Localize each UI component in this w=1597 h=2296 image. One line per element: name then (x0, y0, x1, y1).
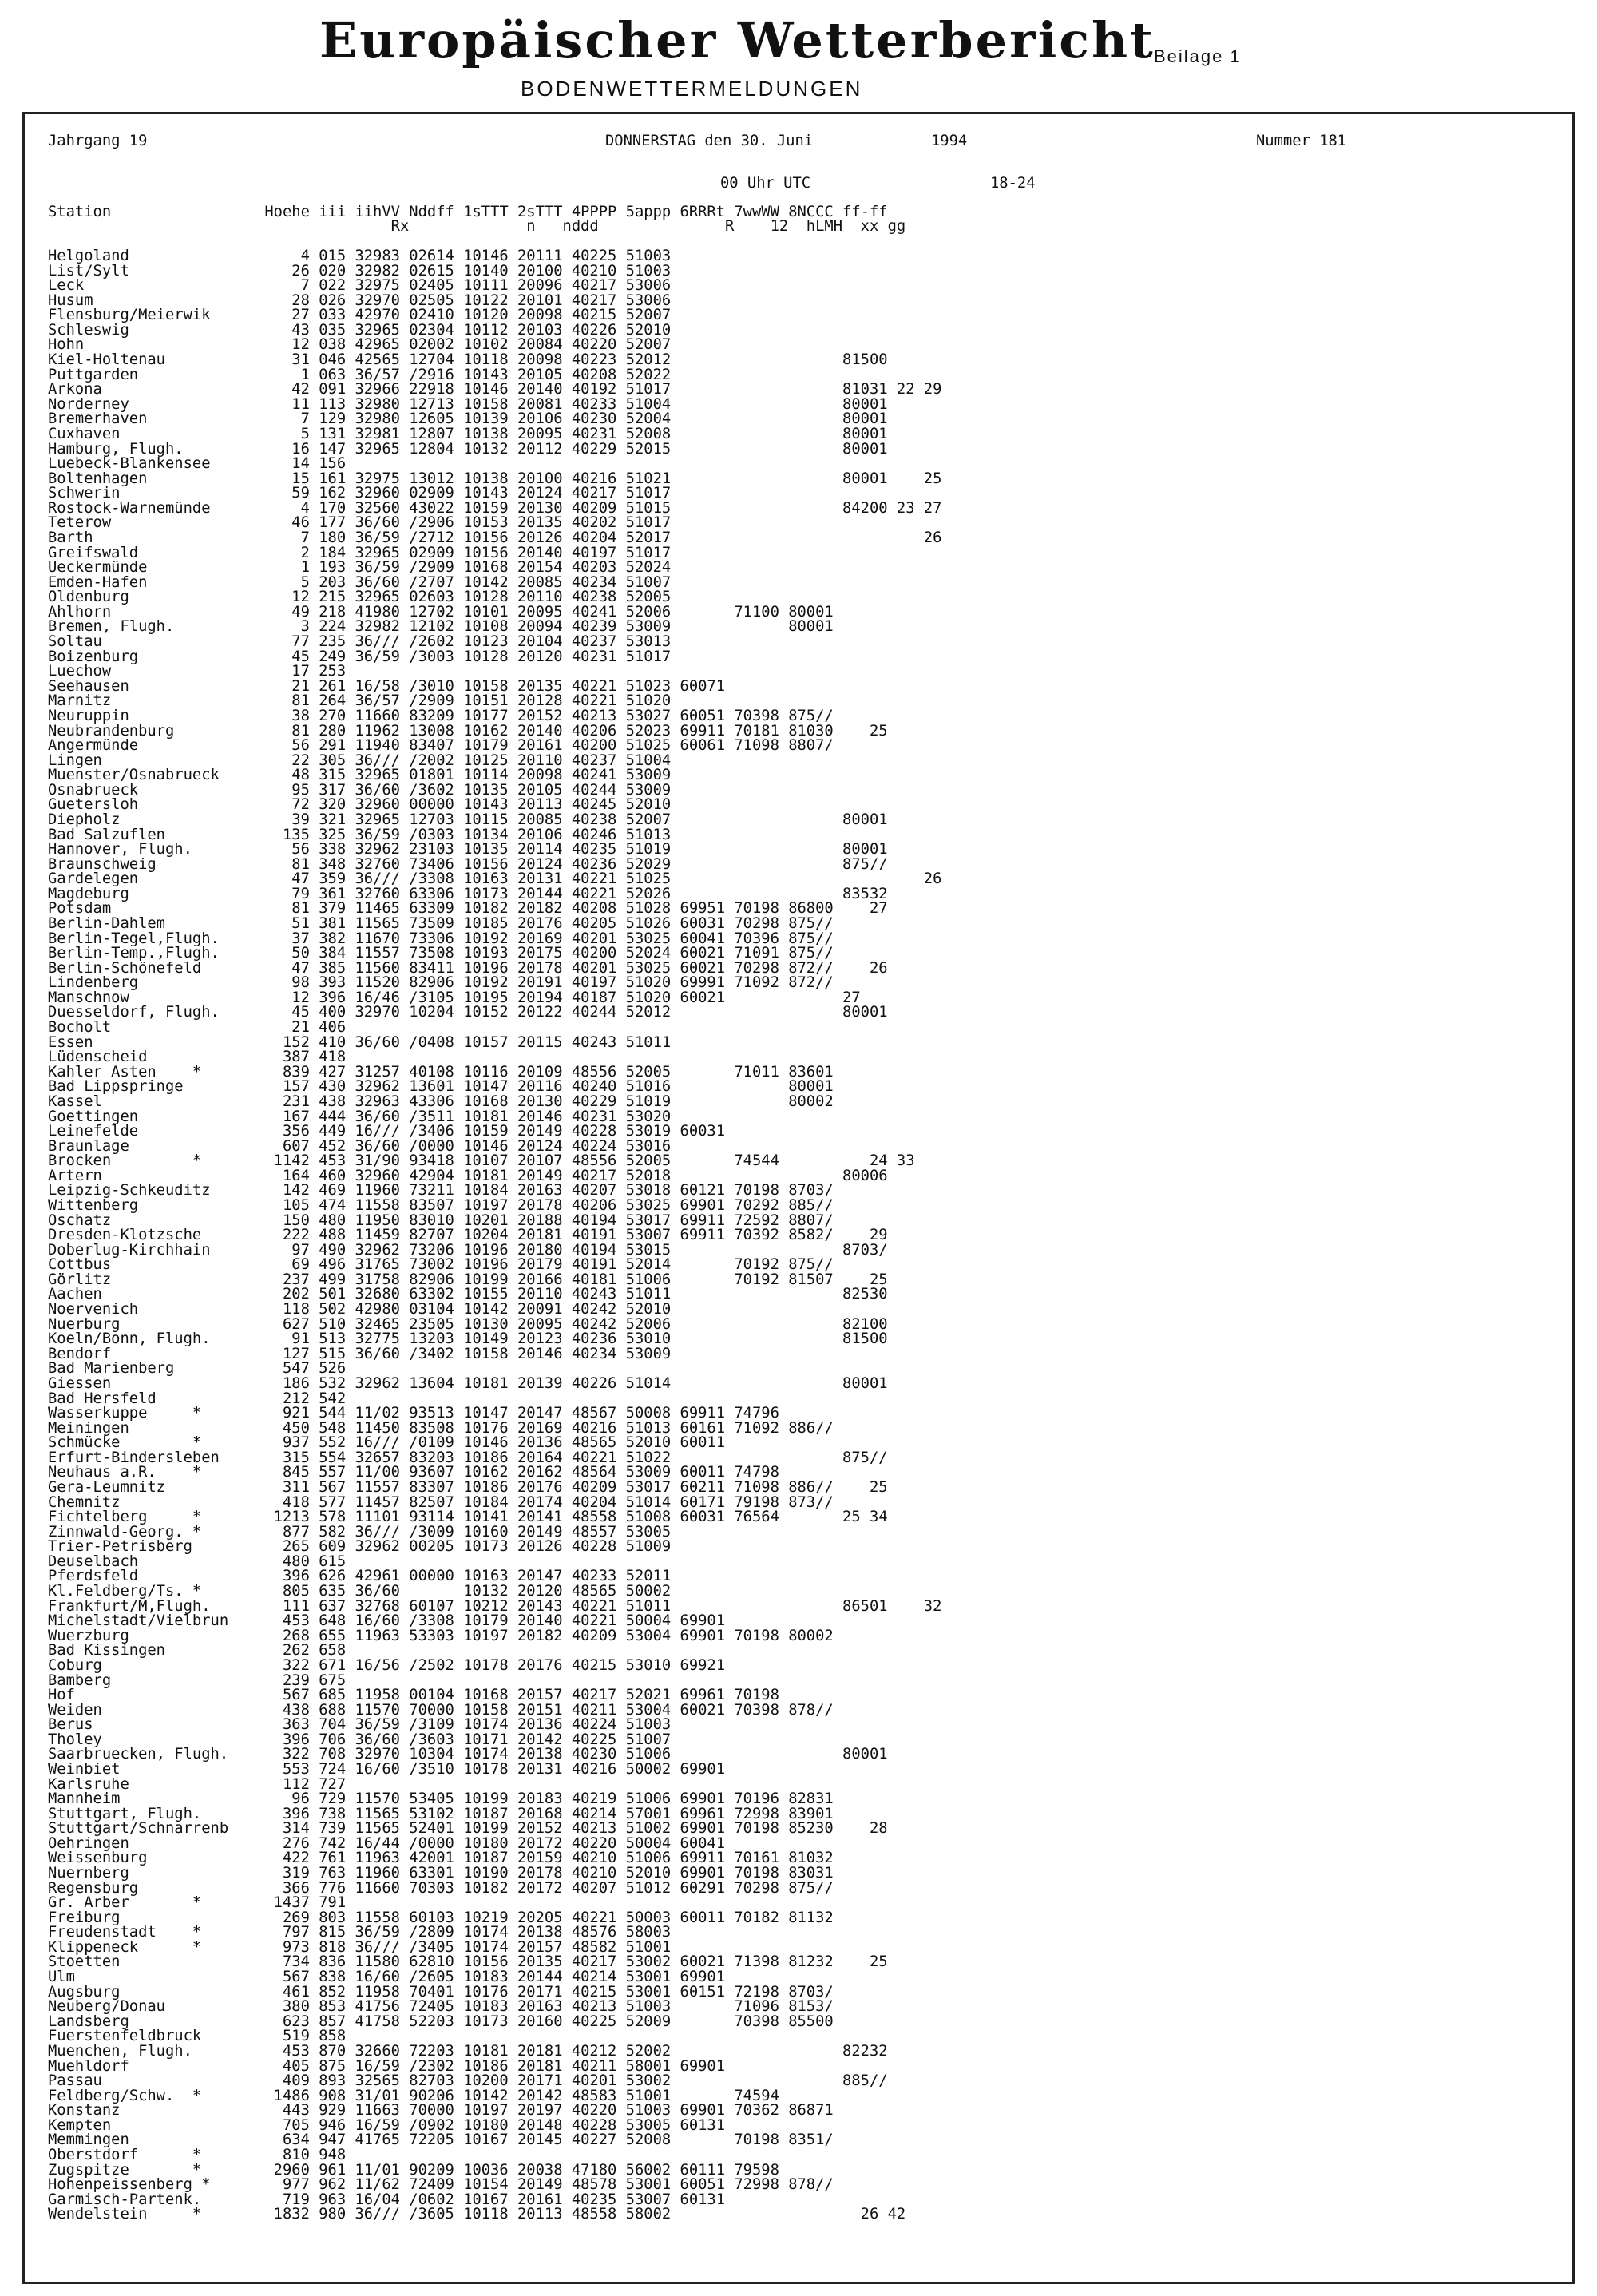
table-header-line-2: Rx n nddd R 12 hLMH xx gg (48, 218, 906, 235)
station-row: Hohn 12 038 42965 02002 10102 20084 40220 52007 (48, 336, 672, 354)
station-row: Frankfurt/M,Flugh. 111 637 32768 60107 10212 20143 40221 51011 86501 32 (48, 1597, 942, 1615)
station-row: Dresden-Klotzsche 222 488 11459 82707 10204 20181 40191 53007 69911 70392 8582/ 29 (48, 1227, 888, 1244)
page-title: Europäischer Wetterbericht (319, 11, 1155, 69)
station-row: Bad Hersfeld 212 542 (48, 1390, 347, 1407)
station-row: Passau 409 893 32565 82703 10200 20171 40201 53002 885// (48, 2072, 888, 2090)
station-row: Boltenhagen 15 161 32975 13012 10138 20100 40216 51021 80001 25 (48, 470, 942, 487)
station-row: Koeln/Bonn, Flugh. 91 513 32775 13203 10149 20123 40236 53010 81500 (48, 1330, 888, 1348)
station-row: Neubrandenburg 81 280 11962 13008 10162 20140 40206 52023 69911 70181 81030 25 (48, 722, 888, 740)
issue-number: Nummer 181 (1256, 133, 1347, 149)
station-row: Chemnitz 418 577 11457 82507 10184 20174 40204 51014 60171 79198 873// (48, 1493, 834, 1511)
page-subtitle: BODENWETTERMELDUNGEN (521, 77, 863, 101)
station-row: Trier-Petrisberg 265 609 32962 00205 10173 20126 40228 51009 (48, 1538, 672, 1556)
station-row: Oehringen 276 742 16/44 /0000 10180 20172 40220 50004 60041 (48, 1834, 726, 1852)
station-row: Gardelegen 47 359 36/// /3308 10163 20131 40221 51025 26 (48, 870, 942, 888)
station-row: Boizenburg 45 249 36/59 /3003 10128 20120 40231 51017 (48, 648, 672, 665)
station-row: Husum 28 026 32970 02505 10122 20101 40217 53006 (48, 291, 672, 309)
station-row: Cottbus 69 496 31765 73002 10196 20179 40191 52014 70192 875// (48, 1256, 834, 1274)
station-row: Mannheim 96 729 11570 53405 10199 20183 40219 51006 69901 70196 82831 (48, 1790, 834, 1808)
supplement-label: Beilage 1 (1154, 46, 1242, 66)
station-row: Berlin-Schönefeld 47 385 11560 83411 10196 20178 40201 53025 60021 70298 872// 26 (48, 959, 888, 977)
station-row: Barth 7 180 36/59 /2712 10156 20126 40204 52017 26 (48, 529, 942, 546)
station-row: Memmingen 634 947 41765 72205 10167 20145 40227 52008 70198 8351/ (48, 2131, 834, 2149)
station-row: Berus 363 704 36/59 /3109 10174 20136 40224 51003 (48, 1716, 672, 1734)
station-row: Helgoland 4 015 32983 02614 10146 20111 40225 51003 (48, 248, 672, 264)
station-row: Brocken * 1142 453 31/90 93418 10107 20107 48556 52005 74544 24 33 (48, 1152, 915, 1170)
station-row: Luebeck-Blankensee 14 156 (48, 455, 347, 473)
station-row: Kassel 231 438 32963 43306 10168 20130 40229 51019 80002 (48, 1092, 834, 1110)
station-row: Kl.Feldberg/Ts. * 805 635 36/60 10132 20120 48565 50002 (48, 1583, 672, 1600)
station-row: Cuxhaven 5 131 32981 12807 10138 20095 40231 52008 80001 (48, 425, 888, 442)
station-row: Wendelstein * 1832 980 36/// /3605 10118 20113 48558 58002 26 42 (48, 2206, 906, 2223)
station-row: Leck 7 022 32975 02405 10111 20096 40217 53006 (48, 277, 672, 295)
station-row: Ueckermünde 1 193 36/59 /2909 10168 20154 40203 52024 (48, 559, 672, 577)
station-row: Zugspitze * 2960 961 11/01 90209 10036 20038 47180 56002 60111 79598 (48, 2161, 779, 2179)
station-row: Bad Lippspringe 157 430 32962 13601 10147 20116 40240 51016 80001 (48, 1078, 834, 1096)
station-row: Lindenberg 98 393 11520 82906 10192 20191 40197 51020 69991 71092 872// (48, 974, 834, 992)
station-row: Zinnwald-Georg. * 877 582 36/// /3009 10160 20149 48557 53005 (48, 1523, 672, 1541)
station-row: Luechow 17 253 (48, 663, 347, 680)
station-row: Nuernberg 319 763 11960 63301 10190 20178 40210 52010 69901 70198 83031 (48, 1865, 834, 1882)
station-row: Neuhaus a.R. * 845 557 11/00 93607 10162 20162 48564 53009 60011 74798 (48, 1464, 779, 1481)
station-row: Duesseldorf, Flugh. 45 400 32970 10204 10152 20122 40244 52012 80001 (48, 1004, 888, 1021)
station-row: Kiel-Holtenau 31 046 42565 12704 10118 20098 40223 52012 81500 (48, 351, 888, 369)
station-row: Giessen 186 532 32962 13604 10181 20139 40226 51014 80001 (48, 1374, 888, 1392)
station-row: Guetersloh 72 320 32960 00000 10143 20113 40245 52010 (48, 796, 672, 814)
station-row: Essen 152 410 36/60 /0408 10157 20115 40243 51011 (48, 1033, 672, 1051)
station-row: Bremen, Flugh. 3 224 32982 12102 10108 20094 40239 53009 80001 (48, 618, 834, 636)
station-row: Weiden 438 688 11570 70000 10158 20151 40211 53004 60021 70398 878// (48, 1701, 834, 1719)
station-row: Leipzig-Schkeuditz 142 469 11960 73211 10184 20163 40207 53018 60121 70198 8703/ (48, 1182, 834, 1200)
station-row: Weinbiet 553 724 16/60 /3510 10178 20131 40216 50002 69901 (48, 1760, 726, 1778)
station-row: Stuttgart/Schnarrenb 314 739 11565 52401 10199 20152 40213 51002 69901 70198 85230 28 (48, 1820, 888, 1838)
station-row: Deuselbach 480 615 (48, 1552, 347, 1570)
station-row: Aachen 202 501 32680 63302 10155 20110 40243 51011 82530 (48, 1286, 888, 1303)
station-row: Rostock-Warnemünde 4 170 32560 43022 10159 20130 40209 51015 84200 23 27 (48, 499, 942, 517)
volume-label: Jahrgang 19 (48, 133, 148, 149)
station-row: Muehldorf 405 875 16/59 /2302 10186 20181 40211 58001 69901 (48, 2057, 726, 2075)
station-row: Bad Salzuflen 135 325 36/59 /0303 10134 20106 40246 51013 (48, 826, 672, 843)
station-row: Weissenburg 422 761 11963 42001 10187 20159 40210 51006 69911 70161 81032 (48, 1850, 834, 1867)
station-row: Goettingen 167 444 36/60 /3511 10181 20146 40231 53020 (48, 1108, 672, 1125)
station-row: Osnabrueck 95 317 36/60 /3602 10135 20105 40244 53009 (48, 781, 672, 799)
station-row: Berlin-Tegel,Flugh. 37 382 11670 73306 10192 20169 40201 53025 60041 70396 875// (48, 930, 834, 947)
station-row: Görlitz 237 499 31758 82906 10199 20166 40181 51006 70192 81507 25 (48, 1271, 888, 1288)
station-row: Arkona 42 091 32966 22918 10146 20140 40192 51017 81031 22 29 (48, 381, 942, 399)
station-row: Norderney 11 113 32980 12713 10158 20081 40233 51004 80001 (48, 395, 888, 413)
station-row: Gera-Leumnitz 311 567 11557 83307 10186 20176 40209 53017 60211 71098 886// 25 (48, 1478, 888, 1496)
station-row: Muenster/Osnabrueck 48 315 32965 01801 10114 20098 40241 53009 (48, 767, 672, 784)
station-row: Diepholz 39 321 32965 12703 10115 20085 40238 52007 80001 (48, 811, 888, 828)
station-table (48, 249, 941, 2223)
observation-time: 00 Uhr UTC (720, 175, 811, 192)
station-row: Leinefelde 356 449 16/// /3406 10159 20149 40228 53019 60031 (48, 1123, 726, 1140)
station-row: Augsburg 461 852 11958 70401 10176 20171 40215 53001 60151 72198 8703/ (48, 1983, 834, 2001)
station-row: Flensburg/Meierwik 27 033 42970 02410 10120 20098 40215 52007 (48, 307, 672, 324)
station-row: Fichtelberg * 1213 578 11101 93114 10141 20141 48558 51008 60031 76564 25 34 (48, 1509, 888, 1526)
station-row: Bendorf 127 515 36/60 /3402 10158 20146 40234 53009 (48, 1345, 672, 1362)
station-row: Ahlhorn 49 218 41980 12702 10101 20095 40241 52006 71100 80001 (48, 603, 834, 621)
station-row: Landsberg 623 857 41758 52203 10173 20160 40225 52009 70398 85500 (48, 2012, 834, 2030)
station-row: Oberstdorf * 810 948 (48, 2147, 347, 2163)
station-row: Angermünde 56 291 11940 83407 10179 20161 40200 51025 60061 71098 8807/ (48, 737, 834, 755)
station-row: Berlin-Dahlem 51 381 11565 73509 10185 20176 40205 51026 60031 70298 875// (48, 915, 834, 933)
station-row: Noervenich 118 502 42980 03104 10142 20091 40242 52010 (48, 1301, 672, 1319)
station-row: Coburg 322 671 16/56 /2502 10178 20176 40215 53010 69921 (48, 1656, 726, 1674)
station-row: Seehausen 21 261 16/58 /3010 10158 20135 40221 51023 60071 (48, 677, 726, 695)
station-row: Hof 567 685 11958 00104 10168 20157 40217 52021 69961 70198 (48, 1687, 779, 1704)
station-row: Bremerhaven 7 129 32980 12605 10139 20106 40230 52004 80001 (48, 410, 888, 428)
station-row: Schleswig 43 035 32965 02304 10112 20103 40226 52010 (48, 321, 672, 339)
station-row: Doberlug-Kirchhain 97 490 32962 73206 10196 20180 40194 53015 8703/ (48, 1241, 888, 1259)
station-row: Manschnow 12 396 16/46 /3105 10195 20194 40187 51020 60021 27 (48, 989, 861, 1006)
report-year: 1994 (931, 133, 968, 149)
station-row: Feldberg/Schw. * 1486 908 31/01 90206 10142 20142 48583 51001 74594 (48, 2087, 779, 2104)
station-row: Braunlage 607 452 36/60 /0000 10146 20124 40224 53016 (48, 1137, 672, 1155)
station-row: Soltau 77 235 36/// /2602 10123 20104 40237 53013 (48, 633, 672, 651)
station-row: Teterow 46 177 36/60 /2906 10153 20135 40202 51017 (48, 514, 672, 532)
station-row: Marnitz 81 264 36/57 /2909 10151 20128 40221 51020 (48, 692, 672, 710)
station-row: Bocholt 21 406 (48, 1019, 347, 1037)
station-row: Konstanz 443 929 11663 70000 10197 20197 40220 51003 69901 70362 86871 (48, 2102, 834, 2120)
station-row: Stuttgart, Flugh. 396 738 11565 53102 10187 20168 40214 57001 69961 72998 83901 (48, 1805, 834, 1822)
station-row: Garmisch-Partenk. 719 963 16/04 /0602 10167 20161 40235 53007 60131 (48, 2191, 726, 2208)
station-row: Freudenstadt * 797 815 36/59 /2809 10174 20138 48576 58003 (48, 1924, 672, 1941)
station-row: Berlin-Temp.,Flugh. 50 384 11557 73508 10193 20175 40200 52024 60021 71091 875// (48, 945, 834, 962)
station-row: Fuerstenfeldbruck 519 858 (48, 2028, 347, 2045)
station-row: Potsdam 81 379 11465 63309 10182 20182 40208 51028 69951 70198 86800 27 (48, 900, 888, 918)
station-row: Meiningen 450 548 11450 83508 10176 20169 40216 51013 60161 71092 886// (48, 1419, 834, 1437)
station-row: Oschatz 150 480 11950 83010 10201 20188 40194 53017 69911 72592 8807/ (48, 1211, 834, 1229)
station-row: Pferdsfeld 396 626 42961 00000 10163 20147 40233 52011 (48, 1568, 672, 1585)
station-row: Karlsruhe 112 727 (48, 1775, 347, 1793)
station-row: Wuerzburg 268 655 11963 53303 10197 20182 40209 53004 69901 70198 80002 (48, 1627, 834, 1644)
station-row: Wittenberg 105 474 11558 83507 10197 20178 40206 53025 69901 70292 885// (48, 1197, 834, 1214)
station-row: Neuberg/Donau 380 853 41756 72405 10183 20163 40213 51003 71096 8153/ (48, 1998, 834, 2016)
station-row: Michelstadt/Vielbrun 453 648 16/60 /3308 10179 20140 40221 50004 69901 (48, 1612, 726, 1630)
station-row: Kahler Asten * 839 427 31257 40108 10116 20109 48556 52005 71011 83601 (48, 1063, 834, 1081)
station-row: Puttgarden 1 063 36/57 /2916 10143 20105 40208 52022 (48, 366, 672, 383)
station-row: Bad Marienberg 547 526 (48, 1360, 347, 1378)
station-row: Regensburg 366 776 11660 70303 10182 20172 40207 51012 60291 70298 875// (48, 1879, 834, 1897)
station-row: Freiburg 269 803 11558 60103 10219 20205 40221 50003 60011 70182 81132 (48, 1909, 834, 1926)
station-row: List/Sylt 26 020 32982 02615 10140 20100 40210 51003 (48, 262, 672, 280)
station-row: Ulm 567 838 16/60 /2605 10183 20144 40214 53001 69901 (48, 1969, 726, 1986)
station-row: Oldenburg 12 215 32965 02603 10128 20110 40238 52005 (48, 589, 672, 606)
station-row: Bad Kissingen 262 658 (48, 1642, 347, 1660)
station-row: Muenchen, Flugh. 453 870 32660 72203 10181 20181 40212 52002 82232 (48, 2042, 888, 2060)
station-row: Hamburg, Flugh. 16 147 32965 12804 10132 20112 40229 52015 80001 (48, 440, 888, 458)
station-row: Magdeburg 79 361 32760 63306 10173 20144 40221 52026 83532 (48, 885, 888, 902)
table-header-line-1: Station Hoehe iii iihVV Nddff 1sTTT 2sTTT 4PPPP 5appp 6RRRt 7wwWW 8NCCC ff-ff (48, 204, 888, 220)
station-row: Emden-Hafen 5 203 36/60 /2707 10142 20085 40234 51007 (48, 573, 672, 591)
station-row: Gr. Arber * 1437 791 (48, 1894, 347, 1912)
station-row: Saarbruecken, Flugh. 322 708 32970 10304 10174 20138 40230 51006 80001 (48, 1746, 888, 1763)
period-18-24: 18-24 (990, 175, 1036, 192)
station-row: Bamberg 239 675 (48, 1671, 347, 1689)
station-row: Neuruppin 38 270 11660 83209 10177 20152 40213 53027 60051 70398 875// (48, 707, 834, 724)
station-row: Klippeneck * 973 818 36/// /3405 10174 20157 48582 51001 (48, 1938, 672, 1956)
station-row: Greifswald 2 184 32965 02909 10156 20140 40197 51017 (48, 544, 672, 561)
station-row: Wasserkuppe * 921 544 11/02 93513 10147 20147 48567 50008 69911 74796 (48, 1405, 779, 1422)
station-row: Tholey 396 706 36/60 /3603 10171 20142 40225 51007 (48, 1731, 672, 1748)
report-date: DONNERSTAG den 30. Juni (605, 133, 814, 149)
station-row: Lüdenscheid 387 418 (48, 1049, 347, 1066)
station-row: Stoetten 734 836 11580 62810 10156 20135 40217 53002 60021 71398 81232 25 (48, 1953, 888, 1971)
station-row: Hannover, Flugh. 56 338 32962 23103 10135 20114 40235 51019 80001 (48, 841, 888, 859)
station-row: Erfurt-Bindersleben 315 554 32657 83203 10186 20164 40221 51022 875// (48, 1449, 888, 1466)
station-row: Braunschweig 81 348 32760 73406 10156 20124 40236 52029 875// (48, 855, 888, 873)
station-row: Artern 164 460 32960 42904 10181 20149 40217 52018 80006 (48, 1167, 888, 1184)
station-row: Nuerburg 627 510 32465 23505 10130 20095 40242 52006 82100 (48, 1315, 888, 1333)
station-row: Schmücke * 937 552 16/// /0109 10146 20136 48565 52010 60011 (48, 1434, 726, 1452)
station-row: Hohenpeissenberg * 977 962 11/62 72409 10154 20149 48578 53001 60051 72998 878// (48, 2176, 834, 2194)
station-row: Schwerin 59 162 32960 02909 10143 20124 40217 51017 (48, 485, 672, 502)
station-row: Lingen 22 305 36/// /2002 10125 20110 40237 51004 (48, 751, 672, 769)
station-row: Kempten 705 946 16/59 /0902 10180 20148 40228 53005 60131 (48, 2116, 726, 2134)
